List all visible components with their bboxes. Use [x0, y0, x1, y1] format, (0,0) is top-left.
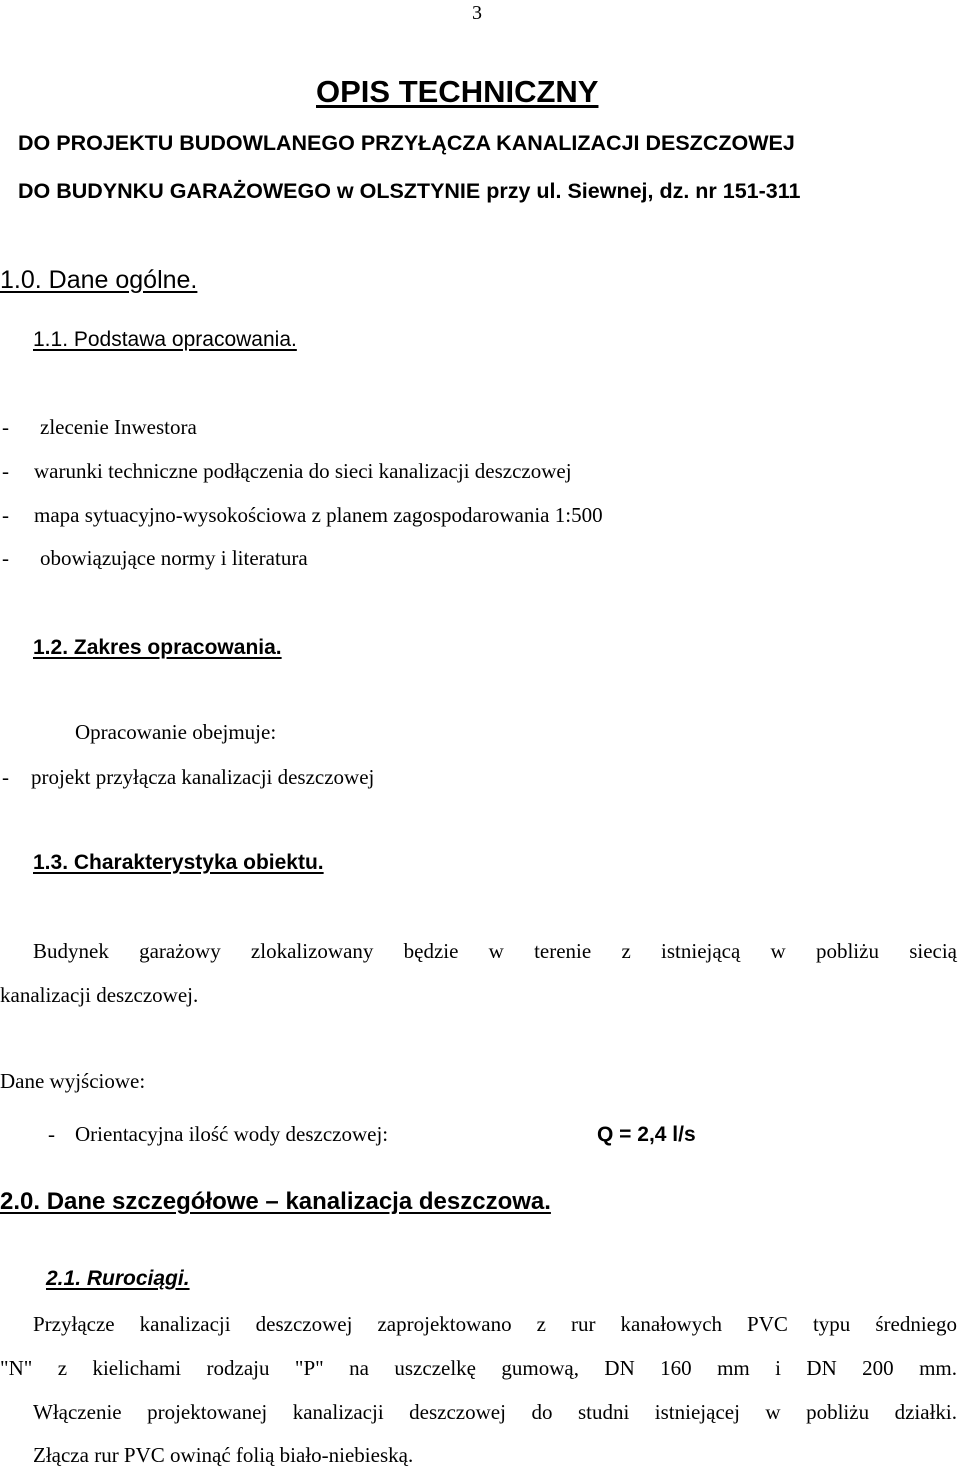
section-2-0-heading: 2.0. Dane szczegółowe – kanalizacja deszczowa.	[0, 1188, 551, 1215]
list-item-text: zlecenie Inwestora	[40, 415, 197, 439]
list-dash: -	[2, 765, 9, 789]
document-title: OPIS TECHNICZNY	[316, 74, 599, 109]
page-number: 3	[472, 2, 482, 24]
pipes-line-3: Włączenie projektowanej kanalizacji deszczowej do studni istniejącej w pobliżu działki.	[33, 1400, 957, 1424]
pipes-line-4: Złącza rur PVC owinąć folią biało-niebieską.	[33, 1443, 414, 1467]
list-item-text: obowiązujące normy i literatura	[40, 546, 308, 570]
list-dash: -	[2, 415, 9, 439]
list-item-text: warunki techniczne podłączenia do sieci kanalizacji deszczowej	[34, 459, 572, 483]
subtitle-line-1: DO PROJEKTU BUDOWLANEGO PRZYŁĄCZA KANALIZACJI DESZCZOWEJ	[18, 131, 795, 155]
characteristics-line-1: Budynek garażowy zlokalizowany będzie w terenie z istniejącą w pobliżu siecią	[33, 939, 957, 963]
scope-intro: Opracowanie obejmuje:	[75, 720, 277, 744]
subtitle-line-2: DO BUDYNKU GARAŻOWEGO w OLSZTYNIE przy ul. Siewnej, dz. nr 151-311	[18, 179, 801, 203]
section-1-1-heading: 1.1. Podstawa opracowania.	[33, 328, 297, 351]
section-2-1-heading: 2.1. Rurociągi.	[46, 1267, 190, 1290]
characteristics-line-2: kanalizacji deszczowej.	[0, 983, 199, 1007]
list-item-text: mapa sytuacyjno-wysokościowa z planem zagospodarowania 1:500	[34, 503, 603, 527]
list-dash: -	[2, 546, 9, 570]
list-dash: -	[48, 1122, 55, 1146]
list-dash: -	[2, 503, 9, 527]
pipes-line-1: Przyłącze kanalizacji deszczowej zaprojektowano z rur kanałowych PVC typu średniego	[33, 1312, 957, 1336]
list-item-text: projekt przyłącza kanalizacji deszczowej	[31, 765, 375, 789]
rainwater-value: Q = 2,4 l/s	[597, 1123, 696, 1146]
pipes-line-2: "N" z kielichami rodzaju "P" na uszczelkę gumową, DN 160 mm i DN 200 mm.	[0, 1356, 957, 1380]
section-1-0-heading: 1.0. Dane ogólne.	[0, 266, 198, 294]
rainwater-label: Orientacyjna ilość wody deszczowej:	[75, 1122, 389, 1146]
section-1-2-heading: 1.2. Zakres opracowania.	[33, 636, 282, 659]
output-data-label: Dane wyjściowe:	[0, 1069, 146, 1093]
list-dash: -	[2, 459, 9, 483]
section-1-3-heading: 1.3. Charakterystyka obiektu.	[33, 851, 324, 874]
